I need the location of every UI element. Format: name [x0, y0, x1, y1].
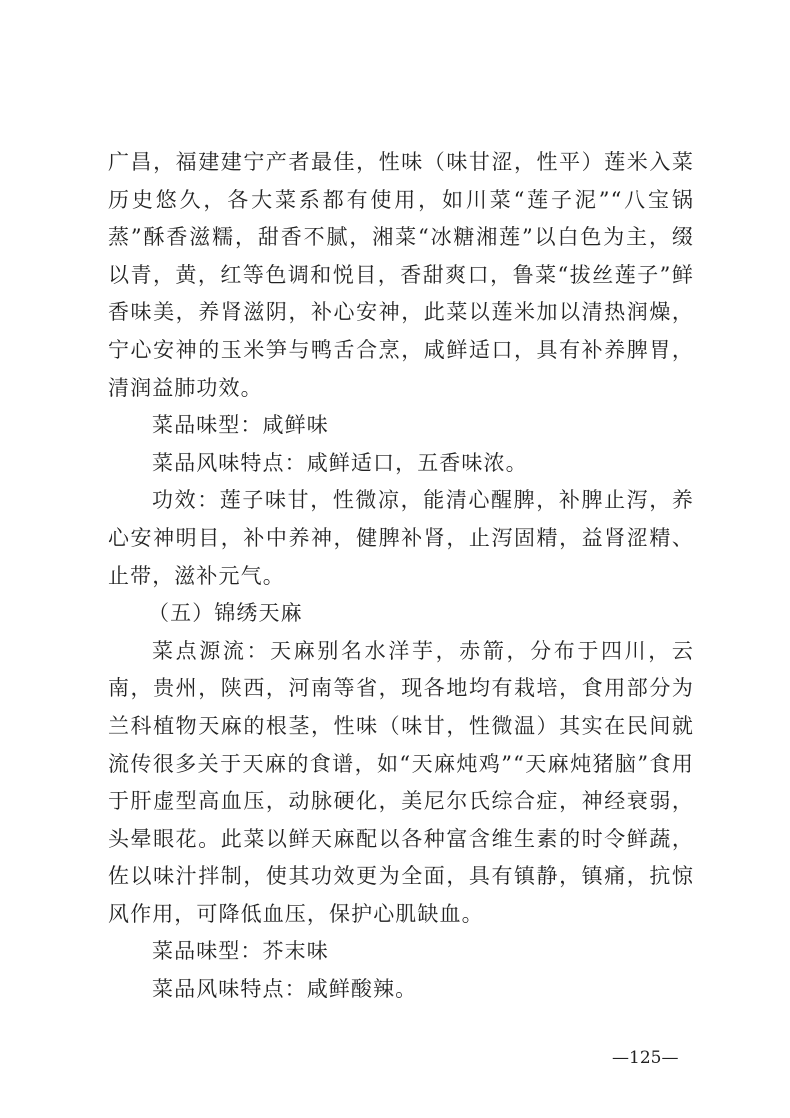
page-number: —125— [612, 1048, 679, 1068]
paragraph-flavor-type-1: 菜品味型：咸鲜味 [152, 413, 329, 438]
paragraph-flavor-features-1: 菜品风味特点：咸鲜适口，五香味浓。 [152, 450, 528, 475]
paragraph-flavor-features-2: 菜品风味特点：咸鲜酸辣。 [152, 977, 418, 1002]
paragraph-tianma-origin: 菜点源流：天麻别名水洋芋，赤箭，分布于四川，云南，贵州，陕西，河南等省，现各地均有栽培，食用部分为兰科植物天麻的根茎，性味（味甘，性微温）其实在民间就流传很多关于天麻的食谱，如“天麻炖鸡”“天麻炖猪脑”食用于肝虚型高血压，动脉硬化，美尼尔氏综合症，神经衰弱，头晕眼花。此菜以鲜天麻配以各种富含维生素的时令鲜蔬，佐以味汁拌制，使其功效更为全面，具有镇静，镇痛，抗惊风作用，可降低血压，保护心肌缺血。 [108, 638, 694, 926]
paragraph-flavor-type-2: 菜品味型：芥末味 [152, 939, 329, 964]
paragraph-efficacy-1: 功效：莲子味甘，性微凉，能清心醒脾，补脾止泻，养心安神明目，补中养神，健脾补肾，止泻固精，益肾涩精、止带，滋补元气。 [108, 488, 694, 588]
page-body [108, 144, 694, 1009]
section-heading-tianma: （五）锦绣天麻 [148, 601, 303, 626]
paragraph-lotus-origin: 广昌，福建建宁产者最佳，性味（味甘涩，性平）莲米入菜历史悠久，各大菜系都有使用，如川菜“莲子泥”“八宝锅蒸”酥香滋糯，甜香不腻，湘菜“冰糖湘莲”以白色为主，缀以青，黄，红等色调和悦目，香甜爽口，鲁菜“拔丝莲子”鲜香味美，养肾滋阴，补心安神，此菜以莲米加以清热润燥，宁心安神的玉米笋与鸭舌合烹，咸鲜适口，具有补养脾胃，清润益肺功效。 [108, 150, 694, 400]
